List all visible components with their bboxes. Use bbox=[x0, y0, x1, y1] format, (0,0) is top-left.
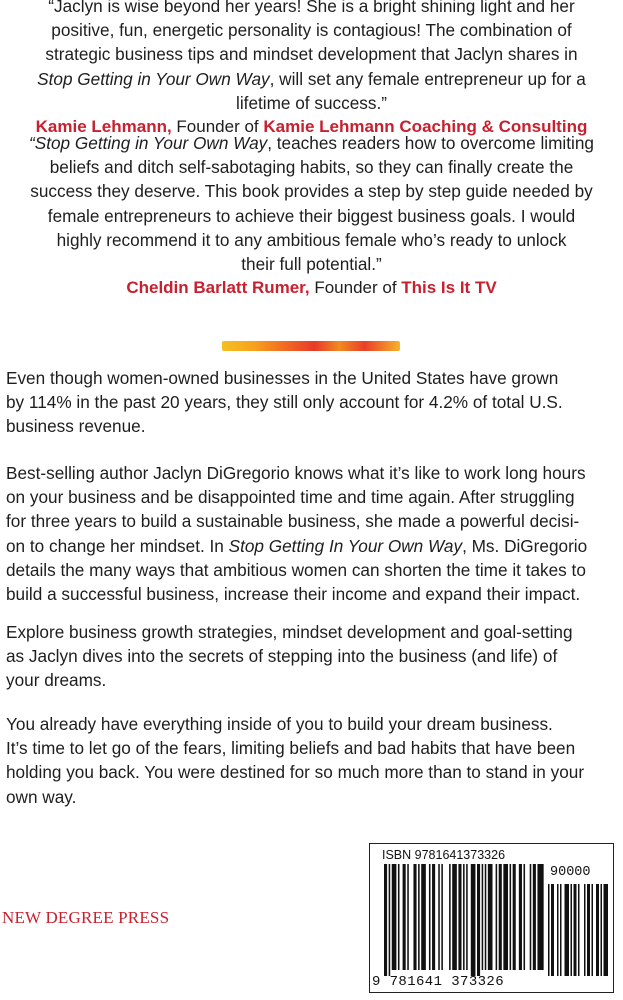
testimonial-quote-line: “Jaclyn is wise beyond her years! She is a bright shining light and her bbox=[48, 0, 575, 16]
blurb-paragraph-2 bbox=[6, 461, 617, 606]
blurb-line: holding you back. You were destined for so much more than to stand in your bbox=[6, 762, 585, 783]
barcode-bar bbox=[488, 864, 493, 970]
publisher-name: NEW DEGREE PRESS bbox=[2, 908, 170, 927]
testimonial-quote-line: lifetime of success.” bbox=[236, 92, 387, 113]
barcode-bar bbox=[403, 864, 406, 970]
barcode-bar bbox=[551, 884, 554, 976]
testimonial-attribution bbox=[10, 276, 613, 300]
barcode-bar bbox=[560, 884, 562, 976]
testimonial-organization: This Is It TV bbox=[401, 278, 497, 298]
testimonial-quote-line bbox=[10, 67, 613, 91]
blurb-line: Best-selling author Jaclyn DiGregorio knows what it’s like to work long hours bbox=[6, 463, 586, 483]
testimonial-quote-line bbox=[10, 131, 613, 155]
book-title-italic: Stop Getting in Your Own Way bbox=[37, 68, 270, 89]
testimonial-1 bbox=[10, 0, 613, 139]
blurb-line: Explore business growth strategies, mindset development and goal-setting bbox=[6, 622, 573, 642]
isbn-label: ISBN 9781641373326 bbox=[382, 848, 506, 862]
barcode-bar bbox=[384, 864, 387, 976]
blurb-line bbox=[6, 534, 617, 558]
barcode-bar bbox=[496, 864, 498, 970]
blurb-paragraph-3 bbox=[6, 620, 617, 693]
barcode-bar bbox=[604, 884, 609, 976]
barcode-bar bbox=[421, 864, 426, 970]
blurb-line: your dreams. bbox=[6, 670, 107, 691]
barcode-bar bbox=[463, 864, 465, 970]
isbn-barcode bbox=[369, 843, 614, 993]
barcode-bar bbox=[596, 884, 599, 976]
barcode-bar bbox=[565, 884, 570, 976]
barcode-bar bbox=[524, 864, 526, 970]
testimonial-quote-text: , teaches readers how to overcome limiting bbox=[267, 133, 594, 153]
barcode-bar bbox=[530, 864, 532, 970]
blurb-line: for three years to build a sustainable business, she made a powerful decisi- bbox=[6, 511, 580, 532]
blurb-text: , Ms. DiGregorio bbox=[462, 535, 588, 556]
barcode-bar bbox=[441, 864, 443, 970]
barcode-bar bbox=[418, 864, 420, 970]
blurb-line: own way. bbox=[6, 786, 77, 807]
barcode-bar bbox=[482, 864, 484, 970]
barcode-bar bbox=[477, 864, 480, 976]
testimonial-author: Kamie Lehmann, bbox=[35, 117, 172, 137]
testimonial-quote-line: strategic business tips and mindset development that Jaclyn shares in bbox=[45, 44, 578, 65]
barcode-bar bbox=[503, 864, 508, 970]
barcode-bar bbox=[584, 884, 586, 976]
barcode-bar bbox=[485, 864, 487, 970]
testimonial-role: Founder of bbox=[171, 117, 264, 137]
testimonial-2 bbox=[10, 131, 613, 300]
barcode-bar bbox=[513, 864, 516, 970]
barcode-bar bbox=[389, 864, 391, 976]
barcode-bar bbox=[510, 864, 512, 970]
barcode-bar bbox=[471, 864, 476, 976]
testimonial-quote-line: positive, fun, energetic personality is contagious! The combination of bbox=[51, 20, 572, 41]
barcode-bar bbox=[413, 864, 416, 970]
blurb-line: It’s time to let go of the fears, limiting beliefs and bad habits that have been bbox=[6, 738, 576, 759]
blurb-line: by 114% in the past 20 years, they still only account for 4.2% of total U.S. bbox=[6, 392, 563, 413]
barcode-bar bbox=[432, 864, 435, 970]
testimonial-quote-line: their full potential.” bbox=[241, 254, 382, 275]
book-title-italic: “Stop Getting in Your Own Way bbox=[29, 133, 268, 153]
barcode-bar bbox=[587, 884, 590, 976]
barcode-bar bbox=[438, 864, 440, 970]
barcode-bar bbox=[398, 864, 400, 970]
barcode-bar bbox=[466, 864, 468, 970]
blurb-line: You already have everything inside of you to build your dream business. bbox=[6, 714, 553, 734]
barcode-bar bbox=[537, 864, 543, 970]
testimonial-quote-line: success they deserve. This book provides a step by step guide needed by bbox=[30, 181, 593, 202]
barcode-bar bbox=[571, 884, 573, 976]
blurb-line: Even though women-owned businesses in the United States have grown bbox=[6, 368, 559, 388]
barcode-bar bbox=[499, 864, 502, 970]
barcode-bar bbox=[557, 884, 559, 976]
blurb-line: business revenue. bbox=[6, 416, 146, 437]
testimonial-quote-line: female entrepreneurs to achieve their biggest business goals. I would bbox=[47, 205, 576, 226]
blurb-paragraph-4 bbox=[6, 712, 617, 809]
barcode-bar bbox=[601, 884, 603, 976]
decorative-divider bbox=[222, 341, 400, 351]
testimonial-quote-line: highly recommend it to any ambitious female who’s ready to unlock bbox=[56, 229, 567, 250]
barcode-bar bbox=[452, 864, 457, 970]
blurb-text: on to change her mindset. In bbox=[6, 535, 229, 556]
blurb-line: on your business and be disappointed time and time again. After struggling bbox=[6, 487, 575, 508]
barcode-bar bbox=[407, 864, 409, 970]
barcode-bars bbox=[370, 844, 612, 991]
barcode-bar bbox=[548, 884, 550, 976]
barcode-bar bbox=[574, 884, 577, 976]
barcode-bar bbox=[519, 864, 522, 970]
blurb-line: build a successful business, increase their income and expand their impact. bbox=[6, 584, 581, 605]
blurb-paragraph-1 bbox=[6, 366, 617, 439]
barcode-bar bbox=[533, 864, 536, 970]
barcode-bar bbox=[458, 864, 461, 970]
barcode-bar bbox=[592, 884, 594, 976]
price-code: 90000 bbox=[550, 865, 591, 880]
testimonial-author: Cheldin Barlatt Rumer, bbox=[126, 278, 310, 298]
book-title-italic: Stop Getting In Your Own Way bbox=[228, 535, 463, 556]
ean-digits: 9 781641 373326 bbox=[372, 974, 505, 990]
blurb-line: details the many ways that ambitious women can shorten the time it takes to bbox=[6, 559, 586, 580]
testimonial-quote-line: beliefs and ditch self-sabotaging habits, so they can finally create the bbox=[49, 157, 574, 178]
blurb-line: as Jaclyn dives into the secrets of stepping into the business (and life) of bbox=[6, 646, 558, 667]
barcode-bar bbox=[449, 864, 451, 970]
testimonial-quote-text: , will set any female entrepreneur up for a bbox=[269, 68, 586, 89]
barcode-bar bbox=[392, 864, 397, 970]
testimonial-organization: Kamie Lehmann Coaching & Consulting bbox=[263, 117, 588, 137]
barcode-bar bbox=[429, 864, 431, 970]
barcode-bar bbox=[578, 884, 580, 976]
testimonial-role: Founder of bbox=[309, 278, 402, 298]
